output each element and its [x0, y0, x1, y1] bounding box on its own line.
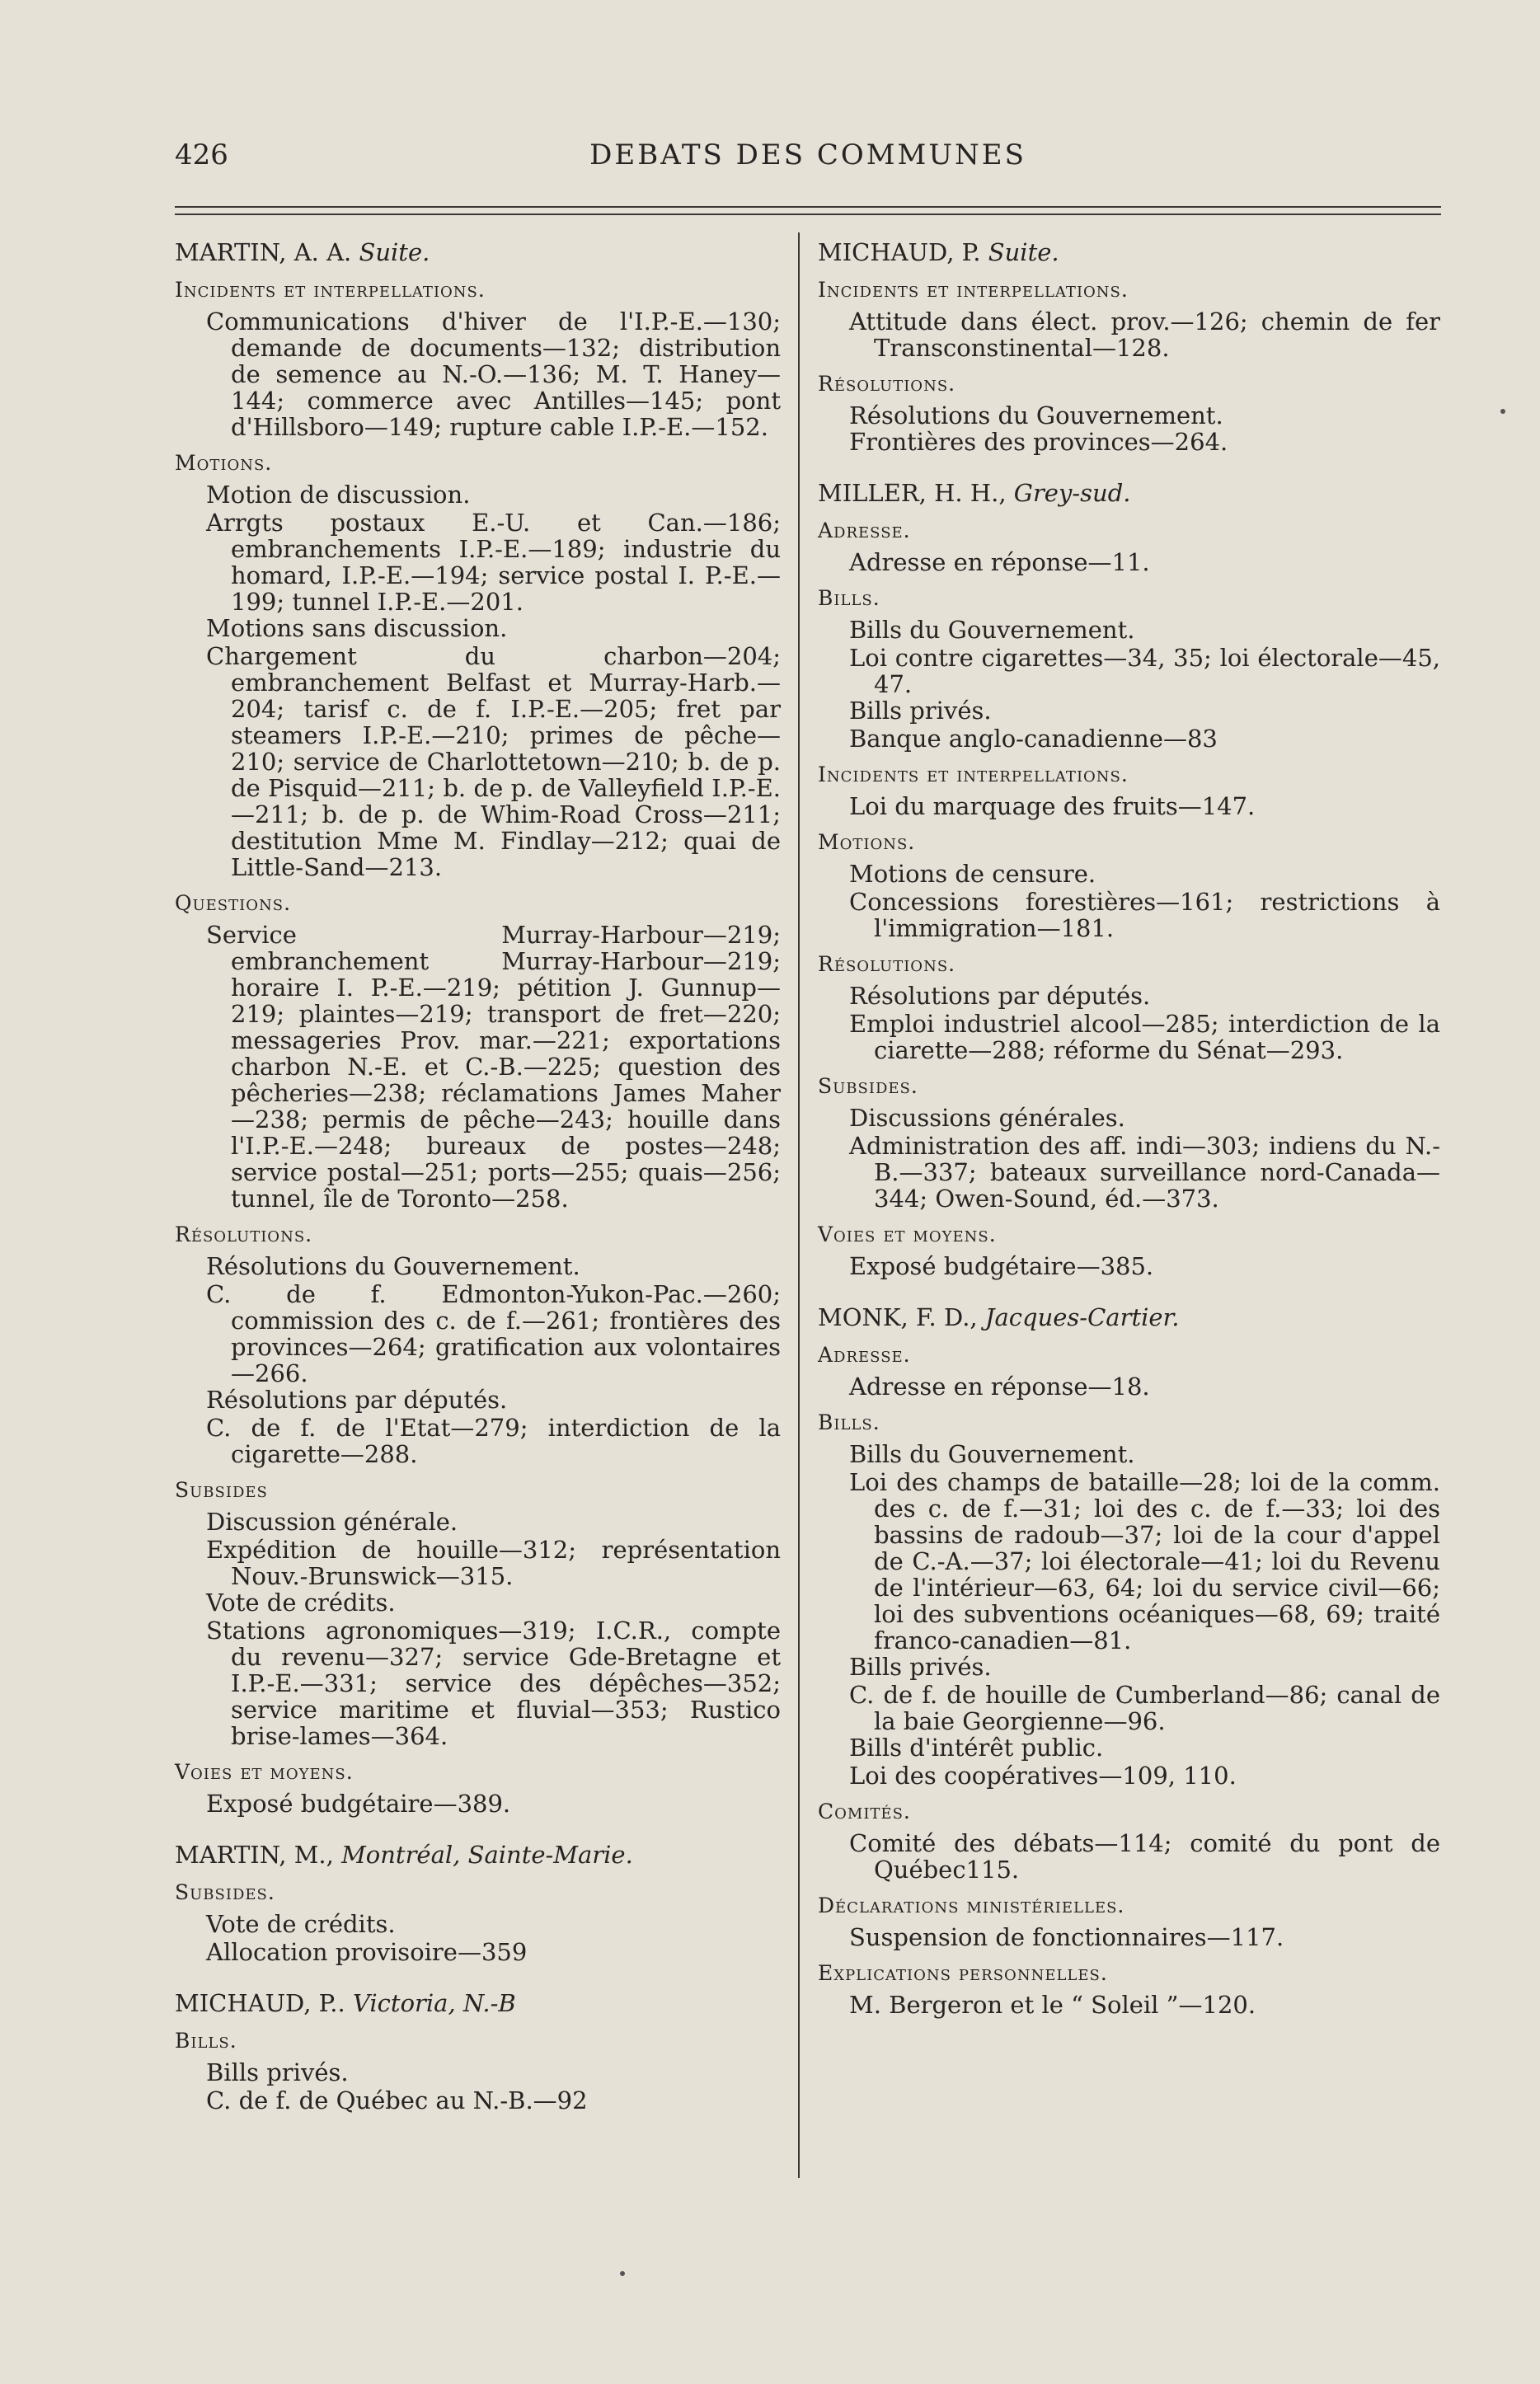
index-item: Exposé budgétaire—385.: [849, 1252, 1154, 1280]
index-item: Chargement du charbon—204; embranchement Belfast et Murray-Harb.—204; tarisf c. de f. I.P.-E.—205; fret par steamers I.P.-E.—210; primes de pêche—210; service de Charlottetown—210; b. de p. de Pisquid—211; b. de p. de Valleyfield I.P.-E.—211; b. de p. de Whim-Road Cross—211; destitution Mme M. Findlay—212; quai de Little-Sand—213.: [206, 642, 781, 881]
section-block: [818, 518, 1440, 575]
index-item: Communications d'hiver de l'I.P.-E.—130; demande de documents—132; distribution de semence au N.-O.—136; M. T. Haney—144; commerce avec Antilles—145; pont d'Hillsboro—149; rupture cable I.P.-E.—152.: [206, 307, 781, 441]
subsection-label: Bills du Gouvernement.: [849, 1440, 1135, 1468]
section-block: [175, 1477, 781, 1749]
subsection-label: Discussion générale.: [206, 1508, 458, 1536]
index-item: Loi des coopératives—109, 110.: [849, 1762, 1237, 1790]
entry-name: [175, 1990, 781, 2016]
index-item: Allocation provisoire—359: [206, 1938, 528, 1966]
section-title: Résolutions.: [818, 372, 956, 396]
right-column: [818, 239, 1440, 2043]
member-name: MARTIN, M.,: [175, 1841, 342, 1869]
index-item: Frontières des provinces—264.: [849, 428, 1228, 456]
section-block: [818, 829, 1440, 941]
section-block: [818, 951, 1440, 1063]
index-entry: [175, 1842, 781, 1965]
index-item: Administration des aff. indi—303; indiens du N.-B.—337; bateaux surveillance nord-Canada—344; Owen-Sound, éd.—373.: [849, 1132, 1440, 1213]
header-rule: [175, 206, 1441, 215]
section-block: [818, 1222, 1440, 1279]
speck: [1500, 409, 1505, 414]
index-item: Loi des champs de bataille—28; loi de la comm. des c. de f.—31; loi des c. de f.—33; loi des bassins de radoub—37; loi de la cour d'appel de C.-A.—37; loi électorale—41; loi du Revenu de l'intérieur—63, 64; loi du service civil—66; loi des subventions océaniques—68, 69; traité franco-canadien—81.: [849, 1468, 1440, 1654]
section-block: [175, 1759, 781, 1817]
index-item: Comité des débats—114; comité du pont de Québec115.: [849, 1829, 1440, 1884]
section-title: Motions.: [818, 830, 916, 854]
subsection-label: Motion de discussion.: [206, 481, 471, 509]
index-item: C. de f. de l'Etat—279; interdiction de la cigarette—288.: [206, 1414, 781, 1468]
section-block: [818, 1893, 1440, 1950]
member-name: MICHAUD, P.: [818, 238, 988, 266]
section-block: [175, 450, 781, 880]
section-block: [818, 1410, 1440, 1789]
subsection-label: Discussions générales.: [849, 1104, 1125, 1132]
index-item: Expédition de houille—312; représentation Nouv.-Brunswick—315.: [206, 1536, 781, 1590]
left-column: [175, 239, 781, 2138]
index-item: Adresse en réponse—11.: [849, 548, 1150, 576]
member-constituency: Grey-sud.: [1013, 479, 1131, 507]
index-item: Emploi industriel alcool—285; interdiction de la ciarette—288; réforme du Sénat—293.: [849, 1010, 1440, 1064]
subsection-label: Motions de censure.: [849, 860, 1096, 888]
section-block: [175, 2028, 781, 2114]
page-number: 426: [175, 138, 228, 171]
section-title: Incidents et interpellations.: [818, 278, 1129, 302]
index-item: Arrgts postaux E.-U. et Can.—186; embranchements I.P.-E.—189; industrie du homard, I.P.-E.—194; service postal I. P.-E.—199; tunnel I.P.-E.—201.: [206, 509, 781, 616]
subsection-label: Résolutions du Gouvernement.: [206, 1252, 580, 1280]
index-item: Exposé budgétaire—389.: [206, 1790, 511, 1818]
index-item: Stations agronomiques—319; I.C.R., compte du revenu—327; service Gde-Bretagne et I.P.-E.—331; service des dépêches—352; service maritime et fluvial—353; Rustico brise-lames—364.: [206, 1617, 781, 1750]
entry-name: [175, 239, 781, 265]
section-block: [818, 371, 1440, 455]
subsection-label: Bills privés.: [206, 2058, 349, 2086]
section-title: Adresse.: [818, 1343, 911, 1367]
running-head: DEBATS DES COMMUNES: [589, 138, 1026, 171]
entry-name: [818, 1304, 1440, 1330]
entry-name: [818, 480, 1440, 506]
section-title: Bills.: [818, 1410, 880, 1434]
index-item: Service Murray-Harbour—219; embranchement Murray-Harbour—219; horaire I. P.-E.—219; pétition J. Gunnup—219; plaintes—219; transport de fret—220; messageries Prov. mar.—221; exportations charbon N.-E. et C.-B.—225; question des pêcheries—238; réclamations James Maher—238; permis de pêche—243; houille dans l'I.P.-E.—248; bureaux de postes—248; service postal—251; ports—255; quais—256; tunnel, île de Toronto—258.: [206, 921, 781, 1213]
index-item: Concessions forestières—161; restrictions à l'immigration—181.: [849, 888, 1440, 942]
subsection-label: Motions sans discussion.: [206, 614, 508, 642]
member-constituency: Suite.: [359, 238, 430, 266]
subsection-label: Résolutions par députés.: [206, 1386, 508, 1414]
section-block: [818, 585, 1440, 752]
member-name: MARTIN, A. A.: [175, 238, 359, 266]
section-title: Comités.: [818, 1800, 911, 1823]
subsection-label: Adresse en réponse—18.: [849, 1373, 1150, 1401]
section-title: Questions.: [175, 891, 292, 915]
section-title: Subsides: [175, 1478, 268, 1502]
member-name: MICHAUD, P..: [175, 1989, 353, 2017]
section-block: [175, 1880, 781, 1965]
index-entry: [175, 1990, 781, 2114]
section-title: Explications personnelles.: [818, 1961, 1108, 1985]
index-entry: [175, 239, 781, 1817]
index-item: Résolutions du Gouvernement.: [849, 401, 1223, 429]
subsection-label: Bills privés.: [849, 697, 992, 725]
section-title: Motions.: [175, 451, 273, 475]
member-name: MILLER, H. H.,: [818, 479, 1014, 507]
speck: [620, 2271, 625, 2276]
member-constituency: Montréal, Sainte-Marie.: [341, 1841, 633, 1869]
column-divider: [798, 232, 800, 2178]
index-entry: [818, 239, 1440, 455]
section-block: [818, 1960, 1440, 2018]
subsection-label: Bills du Gouvernement.: [849, 616, 1135, 644]
section-title: Résolutions.: [818, 952, 956, 976]
index-entry: [818, 1304, 1440, 2018]
section-title: Incidents et interpellations.: [175, 278, 486, 302]
section-title: Résolutions.: [175, 1223, 313, 1246]
index-item: Banque anglo-canadienne—83: [849, 725, 1218, 753]
section-block: [818, 1073, 1440, 1212]
index-item: Loi contre cigarettes—34, 35; loi électorale—45, 47.: [849, 644, 1440, 698]
section-block: [175, 890, 781, 1212]
section-title: Incidents et interpellations.: [818, 763, 1129, 786]
section-block: [818, 277, 1440, 361]
section-title: Voies et moyens.: [818, 1223, 997, 1246]
section-title: Voies et moyens.: [175, 1760, 354, 1784]
entry-name: [818, 239, 1440, 265]
subsection-label: Bills privés.: [849, 1653, 992, 1681]
section-block: [818, 762, 1440, 819]
subsection-label: Résolutions par députés.: [849, 982, 1151, 1010]
member-constituency: Victoria, N.-B: [352, 1989, 516, 2017]
index-item: Suspension de fonctionnaires—117.: [849, 1923, 1284, 1951]
index-item: M. Bergeron et le “ Soleil ”—120.: [849, 1991, 1256, 2019]
index-item: Loi du marquage des fruits—147.: [849, 792, 1256, 820]
section-title: Subsides.: [175, 1880, 275, 1904]
section-block: [175, 1222, 781, 1467]
index-item: C. de f. Edmonton-Yukon-Pac.—260; commission des c. de f.—261; frontières des provinces—264; gratification aux volontaires—266.: [206, 1280, 781, 1387]
index-item: Attitude dans élect. prov.—126; chemin de fer Transconstinental—128.: [849, 307, 1440, 362]
index-item: C. de f. de houille de Cumberland—86; canal de la baie Georgienne—96.: [849, 1681, 1440, 1735]
section-title: Déclarations ministérielles.: [818, 1894, 1125, 1917]
index-entry: [818, 480, 1440, 1279]
section-title: Adresse.: [818, 519, 911, 542]
member-constituency: Jacques-Cartier.: [984, 1303, 1180, 1331]
section-title: Subsides.: [818, 1074, 918, 1098]
section-title: Bills.: [818, 586, 880, 610]
section-block: [818, 1799, 1440, 1883]
member-name: MONK, F. D.,: [818, 1303, 985, 1331]
subsection-label: Vote de crédits.: [206, 1910, 396, 1938]
index-item: C. de f. de Québec au N.-B.—92: [206, 2086, 588, 2114]
subsection-label: Bills d'intérêt public.: [849, 1734, 1104, 1762]
subsection-label: Vote de crédits.: [206, 1589, 396, 1617]
section-block: [818, 1342, 1440, 1400]
member-constituency: Suite.: [988, 238, 1059, 266]
section-block: [175, 277, 781, 440]
section-title: Bills.: [175, 2029, 237, 2053]
entry-name: [175, 1842, 781, 1868]
